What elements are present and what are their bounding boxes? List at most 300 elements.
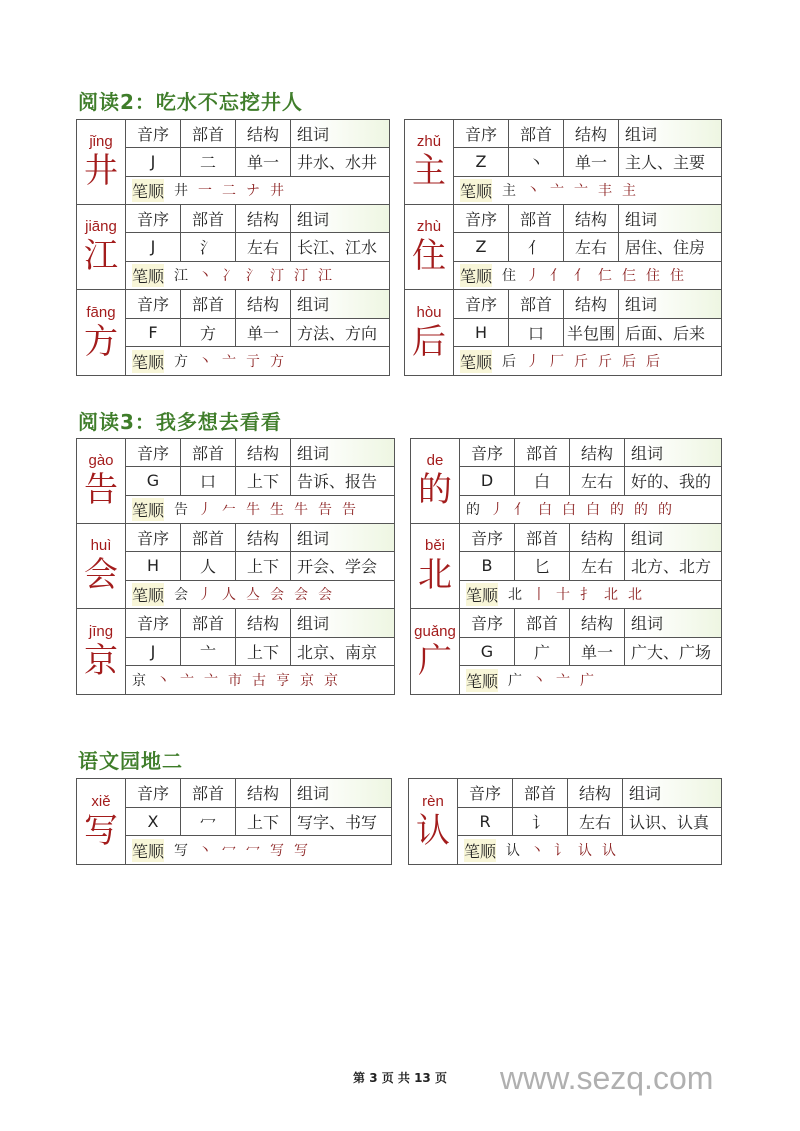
section-heading: 阅读2：吃水不忘挖井人 [78, 90, 303, 114]
header-cell: 结构 [236, 609, 291, 637]
char-info-grid [458, 779, 721, 864]
char-cell [405, 290, 454, 375]
char-info-grid [126, 609, 394, 694]
header-cell: 部首 [181, 524, 236, 551]
header-cell: 音序 [126, 205, 181, 232]
hanzi: 方 [84, 321, 118, 362]
stroke-step: ナ [246, 183, 261, 200]
stroke-step: 白 [562, 502, 576, 519]
stroke-order-row [126, 581, 394, 608]
stroke-step: 斤 [598, 354, 613, 371]
header-cell: 部首 [181, 120, 236, 147]
char-cell [409, 779, 458, 864]
jiegou-cell: 单一 [564, 148, 619, 175]
hanzi: 后 [412, 321, 446, 362]
yinxu-cell: D [460, 467, 515, 494]
yinxu-cell: G [460, 638, 515, 666]
char-cell [411, 609, 460, 694]
yinxu-cell: H [454, 319, 509, 347]
header-cell: 结构 [236, 779, 291, 807]
pinyin: zhù [416, 218, 442, 235]
header-cell: 组词 [631, 614, 664, 634]
value-row [458, 808, 721, 837]
header-cell: 音序 [458, 779, 513, 807]
stroke-step: 会 [270, 587, 285, 604]
header-cell: 部首 [181, 609, 236, 637]
char-table [76, 119, 390, 376]
stroke-step: 牛 [246, 502, 261, 519]
stroke-step: 会 [174, 587, 189, 604]
section-heading: 阅读3：我多想去看看 [78, 410, 282, 434]
header-cell: 组词 [625, 125, 658, 145]
zuci-cell: 井水、水井 [297, 153, 378, 173]
stroke-step: 住 [646, 268, 661, 285]
char-info-grid [126, 524, 394, 608]
stroke-order-label: 笔顺 [464, 839, 496, 862]
header-row [460, 609, 721, 638]
header-cell: 组词 [631, 444, 664, 464]
zuci-cell: 方法、方向 [297, 324, 378, 343]
stroke-step: 主 [502, 183, 517, 200]
char-info-grid [126, 120, 389, 204]
hanzi: 住 [412, 236, 446, 276]
stroke-step: 会 [318, 587, 333, 604]
char-block [77, 779, 391, 864]
stroke-step: 市 [228, 673, 242, 690]
stroke-step: 丿 [526, 354, 541, 371]
header-cell: 结构 [236, 439, 291, 466]
stroke-step: 丶 [198, 268, 213, 285]
hanzi: 北 [418, 555, 452, 595]
header-cell: 结构 [564, 120, 619, 147]
stroke-step: 方 [270, 354, 285, 371]
char-cell [77, 439, 126, 523]
value-row [460, 552, 721, 580]
yinxu-cell: J [126, 233, 181, 260]
stroke-step: 广 [580, 673, 595, 690]
stroke-step: 丶 [156, 673, 170, 690]
header-row [126, 120, 389, 148]
stroke-step: 认 [602, 843, 617, 860]
char-block [405, 205, 721, 290]
char-info-grid [460, 609, 721, 694]
char-info-grid [126, 439, 394, 523]
stroke-step: 亻 [514, 502, 528, 519]
header-cell: 音序 [454, 120, 509, 147]
stroke-step: 厂 [550, 354, 565, 371]
stroke-step: 写 [294, 843, 309, 860]
stroke-step: 江 [174, 268, 189, 285]
stroke-order-row [126, 177, 389, 204]
bushou-cell: 白 [515, 467, 570, 494]
stroke-order-label: 笔顺 [460, 350, 492, 373]
stroke-order-label: 笔顺 [460, 179, 492, 202]
stroke-step: 亠 [550, 183, 565, 200]
yinxu-cell: B [460, 552, 515, 579]
header-cell: 部首 [515, 524, 570, 551]
header-cell: 部首 [515, 439, 570, 466]
pinyin: jīng [88, 622, 114, 640]
stroke-step: 认 [506, 843, 521, 860]
stroke-step: 井 [270, 183, 285, 200]
jiegou-cell: 左右 [236, 233, 291, 260]
stroke-step: 方 [174, 354, 189, 371]
stroke-step: 亠 [204, 673, 218, 690]
zuci-cell: 告诉、报告 [297, 472, 378, 492]
stroke-step: 冖 [246, 843, 261, 860]
bushou-cell: 讠 [513, 808, 568, 836]
stroke-order-row [458, 836, 721, 864]
header-cell: 部首 [509, 290, 564, 318]
header-cell: 组词 [631, 529, 664, 549]
char-block [77, 120, 389, 205]
header-cell: 组词 [297, 125, 330, 145]
char-cell [411, 439, 460, 523]
stroke-step: 告 [174, 502, 189, 519]
bushou-cell: 匕 [515, 552, 570, 579]
stroke-step: 扌 [580, 587, 595, 604]
stroke-order-row [454, 347, 721, 375]
jiegou-cell: 单一 [570, 638, 625, 666]
stroke-order-row [126, 347, 389, 375]
stroke-step: 冖 [222, 843, 237, 860]
header-cell: 音序 [454, 290, 509, 318]
value-row [126, 319, 389, 348]
stroke-step: 十 [556, 587, 571, 604]
stroke-order-row [460, 496, 721, 523]
stroke-order-row [126, 836, 391, 864]
stroke-order-label: 笔顺 [466, 583, 498, 606]
hanzi: 井 [84, 151, 118, 191]
bushou-cell: 人 [181, 552, 236, 579]
hanzi: 写 [84, 810, 118, 851]
jiegou-cell: 上下 [236, 467, 291, 494]
char-table [410, 438, 722, 695]
stroke-order-label: 笔顺 [132, 264, 164, 287]
header-cell: 结构 [568, 779, 623, 807]
header-row [126, 205, 389, 233]
stroke-step: 汀 [270, 268, 285, 285]
header-cell: 组词 [297, 529, 330, 549]
stroke-step: 白 [538, 502, 552, 519]
section-heading: 语文园地二 [78, 749, 183, 773]
stroke-step: 亼 [246, 587, 261, 604]
stroke-step: 生 [270, 502, 285, 519]
header-cell: 音序 [126, 439, 181, 466]
char-block [77, 290, 389, 375]
stroke-step: 丶 [530, 843, 545, 860]
zuci-cell: 主人、主要 [625, 153, 706, 173]
char-cell [77, 524, 126, 608]
hanzi: 主 [412, 151, 446, 191]
zuci-cell: 认识、认真 [629, 813, 710, 832]
yinxu-cell: Z [454, 148, 509, 175]
stroke-step: 丿 [198, 587, 213, 604]
stroke-order-label: 笔顺 [460, 264, 492, 287]
hanzi: 广 [418, 640, 452, 681]
stroke-order-row [460, 581, 721, 608]
yinxu-cell: J [126, 638, 181, 666]
char-cell [405, 120, 454, 204]
stroke-order-row [454, 177, 721, 204]
stroke-step: 丿 [198, 502, 213, 519]
zuci-cell: 好的、我的 [631, 472, 712, 492]
hanzi: 京 [84, 640, 118, 681]
stroke-step: 丰 [598, 183, 613, 200]
stroke-step: 讠 [554, 843, 569, 860]
header-cell: 音序 [126, 524, 181, 551]
value-row [454, 319, 721, 348]
stroke-step: 京 [300, 673, 314, 690]
bushou-cell: 二 [181, 148, 236, 175]
header-row [454, 205, 721, 233]
header-cell: 部首 [515, 609, 570, 637]
jiegou-cell: 单一 [236, 148, 291, 175]
stroke-step: 后 [622, 354, 637, 371]
jiegou-cell: 半包围 [564, 319, 619, 347]
bushou-cell: 冖 [181, 808, 236, 836]
yinxu-cell: H [126, 552, 181, 579]
header-row [126, 290, 389, 319]
yinxu-cell: R [458, 808, 513, 836]
stroke-step: 后 [646, 354, 661, 371]
value-row [126, 552, 394, 580]
watermark: www.sezq.com [500, 1060, 714, 1096]
stroke-step: 仁 [598, 268, 613, 285]
stroke-step: 丨 [532, 587, 547, 604]
stroke-step: 丶 [198, 354, 213, 371]
stroke-step: 亠 [556, 673, 571, 690]
stroke-step: 斤 [574, 354, 589, 371]
stroke-step: 住 [670, 268, 685, 285]
value-row [460, 467, 721, 495]
stroke-step: 亻 [574, 268, 589, 285]
header-cell: 音序 [460, 609, 515, 637]
header-cell: 部首 [181, 290, 236, 318]
stroke-step: 丿 [490, 502, 504, 519]
header-cell: 组词 [297, 784, 330, 804]
stroke-order-label: 笔顺 [132, 498, 164, 521]
bushou-cell: 氵 [181, 233, 236, 260]
char-info-grid [454, 120, 721, 204]
stroke-step: 北 [508, 587, 523, 604]
char-info-grid [454, 205, 721, 289]
stroke-step: 二 [222, 183, 237, 200]
pinyin: de [426, 452, 444, 469]
pinyin: rèn [422, 792, 444, 810]
char-block [405, 120, 721, 205]
pinyin: xiě [91, 792, 111, 810]
stroke-step: 后 [502, 354, 517, 371]
stroke-step: 住 [502, 268, 517, 285]
header-cell: 结构 [570, 524, 625, 551]
stroke-step: 的 [610, 502, 624, 519]
char-block [77, 609, 394, 694]
jiegou-cell: 上下 [236, 808, 291, 836]
header-cell: 结构 [236, 120, 291, 147]
stroke-step: 写 [270, 843, 285, 860]
stroke-step: 认 [578, 843, 593, 860]
pinyin: jiāng [85, 218, 117, 235]
yinxu-cell: X [126, 808, 181, 836]
header-row [126, 524, 394, 552]
jiegou-cell: 左右 [568, 808, 623, 836]
pinyin: běi [424, 537, 446, 554]
header-row [454, 290, 721, 319]
yinxu-cell: G [126, 467, 181, 494]
stroke-step: 人 [222, 587, 237, 604]
stroke-order-label: 笔顺 [132, 179, 164, 202]
yinxu-cell: J [126, 148, 181, 175]
pinyin: gào [88, 452, 114, 469]
char-info-grid [126, 205, 389, 289]
header-cell: 音序 [126, 120, 181, 147]
value-row [126, 467, 394, 495]
stroke-step: 丶 [526, 183, 541, 200]
stroke-step: 的 [634, 502, 648, 519]
char-table [408, 778, 722, 865]
char-block [409, 779, 721, 864]
jiegou-cell: 左右 [570, 467, 625, 494]
char-cell [77, 120, 126, 204]
stroke-step: 亍 [246, 354, 261, 371]
stroke-step: 写 [174, 843, 189, 860]
stroke-step: 亠 [222, 354, 237, 371]
bushou-cell: 口 [509, 319, 564, 347]
header-row [460, 524, 721, 552]
header-cell: 组词 [297, 295, 330, 315]
header-row [126, 609, 394, 638]
stroke-step: 京 [132, 673, 146, 690]
char-cell [77, 609, 126, 694]
header-cell: 结构 [570, 609, 625, 637]
stroke-step: 汀 [294, 268, 309, 285]
stroke-order-label: 笔顺 [132, 839, 164, 862]
header-cell: 组词 [629, 784, 662, 804]
header-cell: 部首 [513, 779, 568, 807]
bushou-cell: 口 [181, 467, 236, 494]
char-block [411, 524, 721, 609]
stroke-step: 广 [508, 673, 523, 690]
yinxu-cell: F [126, 319, 181, 347]
char-block [77, 439, 394, 524]
header-cell: 组词 [297, 210, 330, 230]
char-info-grid [454, 290, 721, 375]
header-cell: 音序 [126, 290, 181, 318]
header-cell: 组词 [297, 614, 330, 634]
zuci-cell: 写字、书写 [297, 813, 378, 832]
stroke-step: 告 [342, 502, 357, 519]
char-table [76, 778, 392, 865]
header-row [460, 439, 721, 467]
value-row [460, 638, 721, 667]
stroke-order-row [126, 496, 394, 523]
bushou-cell: 亻 [509, 233, 564, 260]
hanzi: 告 [84, 470, 118, 510]
value-row [126, 148, 389, 176]
stroke-step: 亠 [180, 673, 194, 690]
stroke-step: 氵 [246, 268, 261, 285]
header-cell: 音序 [460, 439, 515, 466]
bushou-cell: 亠 [181, 638, 236, 666]
header-cell: 结构 [570, 439, 625, 466]
pinyin: fāng [86, 303, 116, 321]
stroke-step: 丶 [198, 843, 213, 860]
zuci-cell: 长江、江水 [297, 238, 378, 258]
zuci-cell: 北方、北方 [631, 557, 712, 577]
header-cell: 音序 [454, 205, 509, 232]
jiegou-cell: 单一 [236, 319, 291, 347]
char-cell [77, 290, 126, 375]
value-row [126, 233, 389, 261]
stroke-step: 𠂉 [222, 502, 237, 519]
header-cell: 组词 [625, 210, 658, 230]
stroke-step: 会 [294, 587, 309, 604]
header-cell: 部首 [181, 205, 236, 232]
header-cell: 音序 [126, 779, 181, 807]
stroke-step: 亻 [550, 268, 565, 285]
header-cell: 结构 [564, 205, 619, 232]
value-row [126, 638, 394, 667]
header-cell: 部首 [181, 439, 236, 466]
zuci-cell: 居住、住房 [625, 238, 706, 258]
value-row [126, 808, 391, 837]
value-row [454, 233, 721, 261]
header-cell: 结构 [236, 290, 291, 318]
char-cell [405, 205, 454, 289]
char-block [411, 439, 721, 524]
stroke-step: 井 [174, 183, 189, 200]
stroke-step: 一 [198, 183, 213, 200]
stroke-step: 江 [318, 268, 333, 285]
char-table [76, 438, 395, 695]
pinyin: huì [90, 537, 112, 554]
char-info-grid [460, 439, 721, 523]
header-cell: 结构 [236, 205, 291, 232]
jiegou-cell: 左右 [564, 233, 619, 260]
pinyin: jǐng [89, 133, 113, 150]
stroke-order-row [460, 666, 721, 694]
stroke-order-row [126, 262, 389, 289]
stroke-order-row [126, 666, 394, 694]
hanzi: 认 [416, 810, 450, 851]
char-block [405, 290, 721, 375]
stroke-order-label: 笔顺 [132, 583, 164, 606]
stroke-order-label: 笔顺 [466, 669, 498, 692]
header-cell: 组词 [625, 295, 658, 315]
stroke-step: 亠 [574, 183, 589, 200]
header-cell: 音序 [460, 524, 515, 551]
jiegou-cell: 上下 [236, 552, 291, 579]
header-cell: 结构 [236, 524, 291, 551]
stroke-step: 丶 [532, 673, 547, 690]
stroke-step: 北 [628, 587, 643, 604]
stroke-step: 仨 [622, 268, 637, 285]
stroke-step: 京 [324, 673, 338, 690]
jiegou-cell: 上下 [236, 638, 291, 666]
page-number: 第 3 页 共 13 页 [353, 1071, 447, 1085]
header-cell: 音序 [126, 609, 181, 637]
char-block [77, 524, 394, 609]
zuci-cell: 后面、后来 [625, 324, 706, 343]
header-cell: 部首 [509, 205, 564, 232]
stroke-step: 丿 [526, 268, 541, 285]
zuci-cell: 广大、广场 [631, 643, 712, 662]
stroke-step: 告 [318, 502, 333, 519]
char-cell [411, 524, 460, 608]
hanzi: 的 [418, 470, 452, 510]
stroke-step: 牛 [294, 502, 309, 519]
